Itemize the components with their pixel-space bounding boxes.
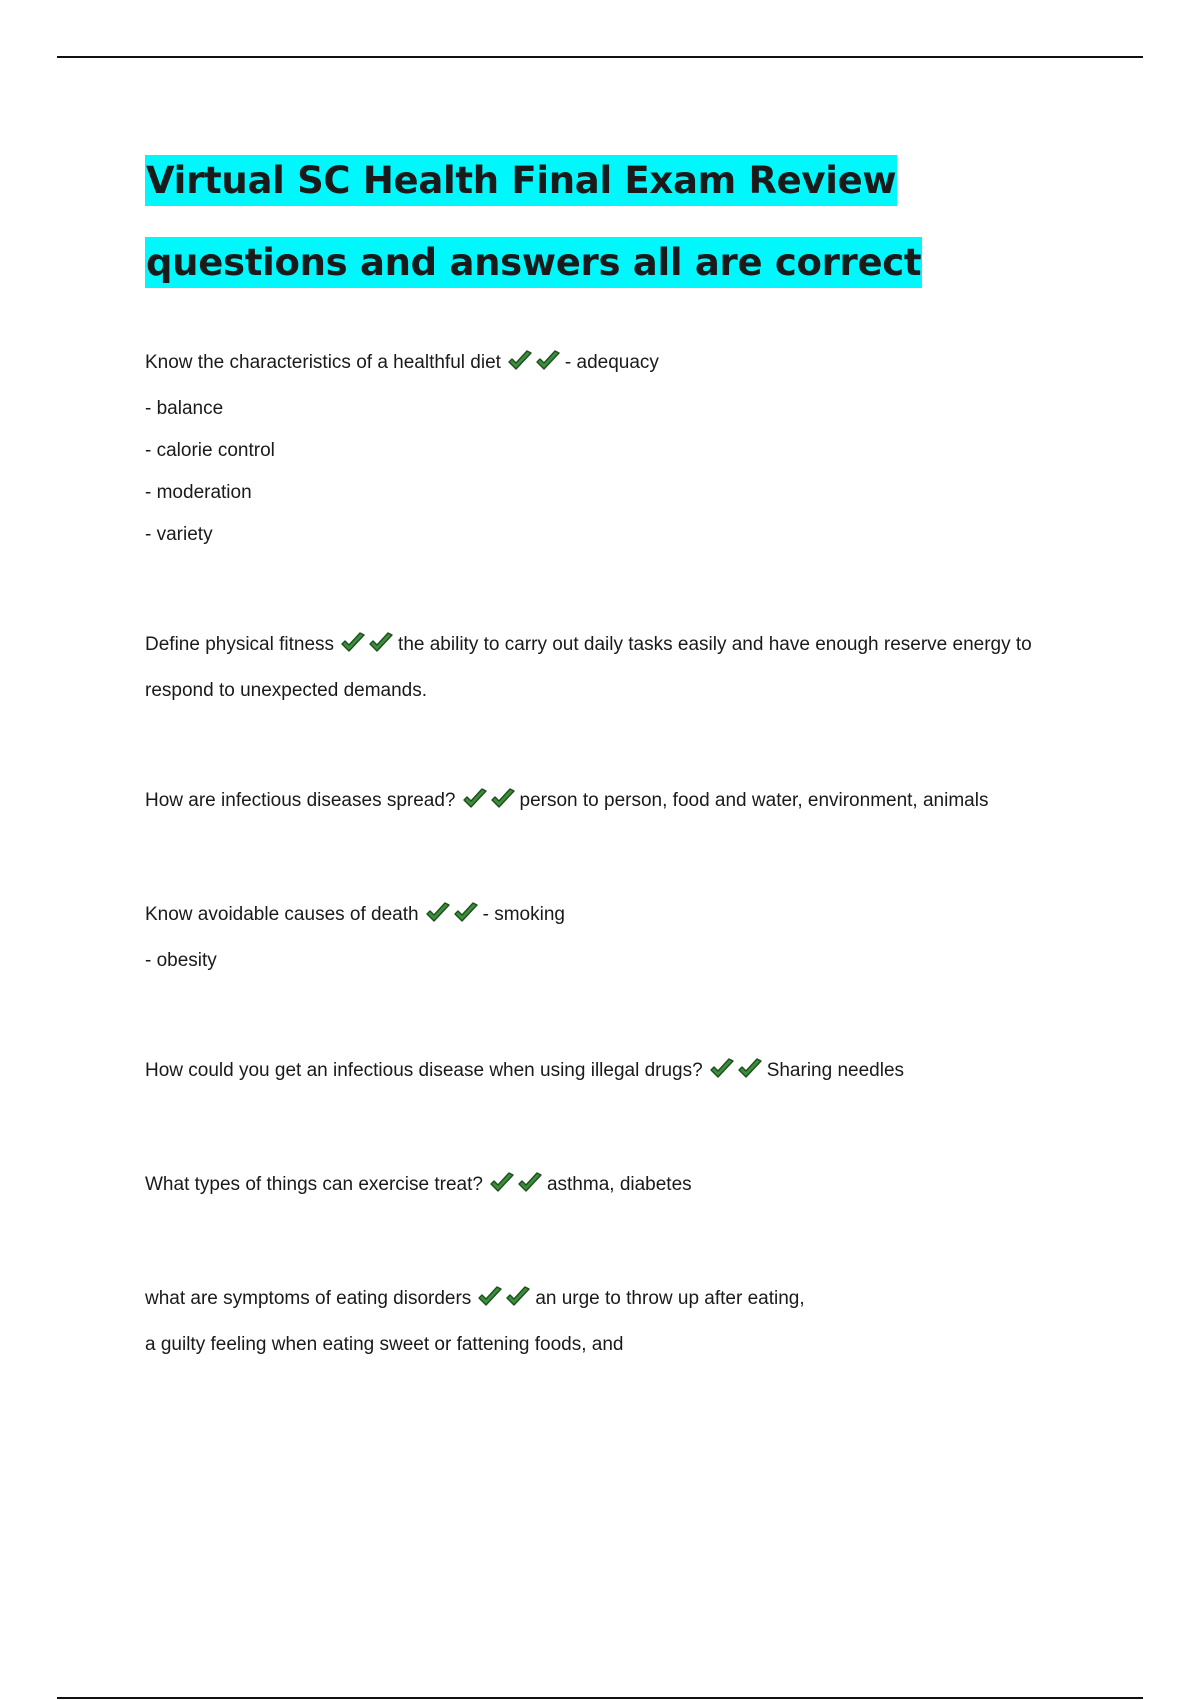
question-text: Define physical fitness (145, 634, 335, 655)
question-text: What types of things can exercise treat? (145, 1174, 483, 1195)
question-text: How are infectious diseases spread? (145, 790, 456, 811)
double-check-icon (462, 784, 518, 826)
qa-item (145, 1164, 1095, 1210)
double-check-icon (425, 898, 481, 940)
double-check-icon (489, 1168, 545, 1210)
qa-item (145, 624, 1095, 712)
question-text: How could you get an infectious disease when using illegal drugs? (145, 1060, 703, 1081)
answer-line: a guilty feeling when eating sweet or fattening foods, and (145, 1334, 624, 1355)
answer-text: - adequacy (564, 352, 659, 373)
answer-line: - balance (145, 398, 224, 419)
question-text: Know the characteristics of a healthful diet (145, 352, 501, 373)
answer-text: - smoking (482, 904, 565, 925)
double-check-icon (709, 1054, 765, 1096)
qa-item (145, 1278, 1095, 1366)
answer-text: an urge to throw up after eating, (535, 1288, 805, 1309)
answer-text: asthma, diabetes (546, 1174, 692, 1195)
bottom-rule (57, 1697, 1143, 1699)
answer-line: - moderation (145, 482, 252, 503)
answer-line: - calorie control (145, 440, 275, 461)
qa-item (145, 780, 1095, 826)
double-check-icon (477, 1282, 533, 1324)
qa-item (145, 342, 1095, 556)
question-text: what are symptoms of eating disorders (145, 1288, 472, 1309)
double-check-icon (507, 346, 563, 388)
answer-line: - variety (145, 524, 213, 545)
top-rule (57, 56, 1143, 58)
answer-text: Sharing needles (766, 1060, 905, 1081)
double-check-icon (340, 628, 396, 670)
qa-item (145, 1050, 1095, 1096)
qa-item (145, 894, 1095, 982)
answer-line: - obesity (145, 950, 217, 971)
document-body (145, 140, 1095, 1366)
document-title: Virtual SC Health Final Exam Review questions and answers all are correct (145, 140, 1095, 304)
answer-text: the ability to carry out daily tasks easily and have enough reserve energy to respond to unexpected demands. (145, 634, 1032, 701)
answer-text: person to person, food and water, environment, animals (519, 790, 989, 811)
question-text: Know avoidable causes of death (145, 904, 419, 925)
